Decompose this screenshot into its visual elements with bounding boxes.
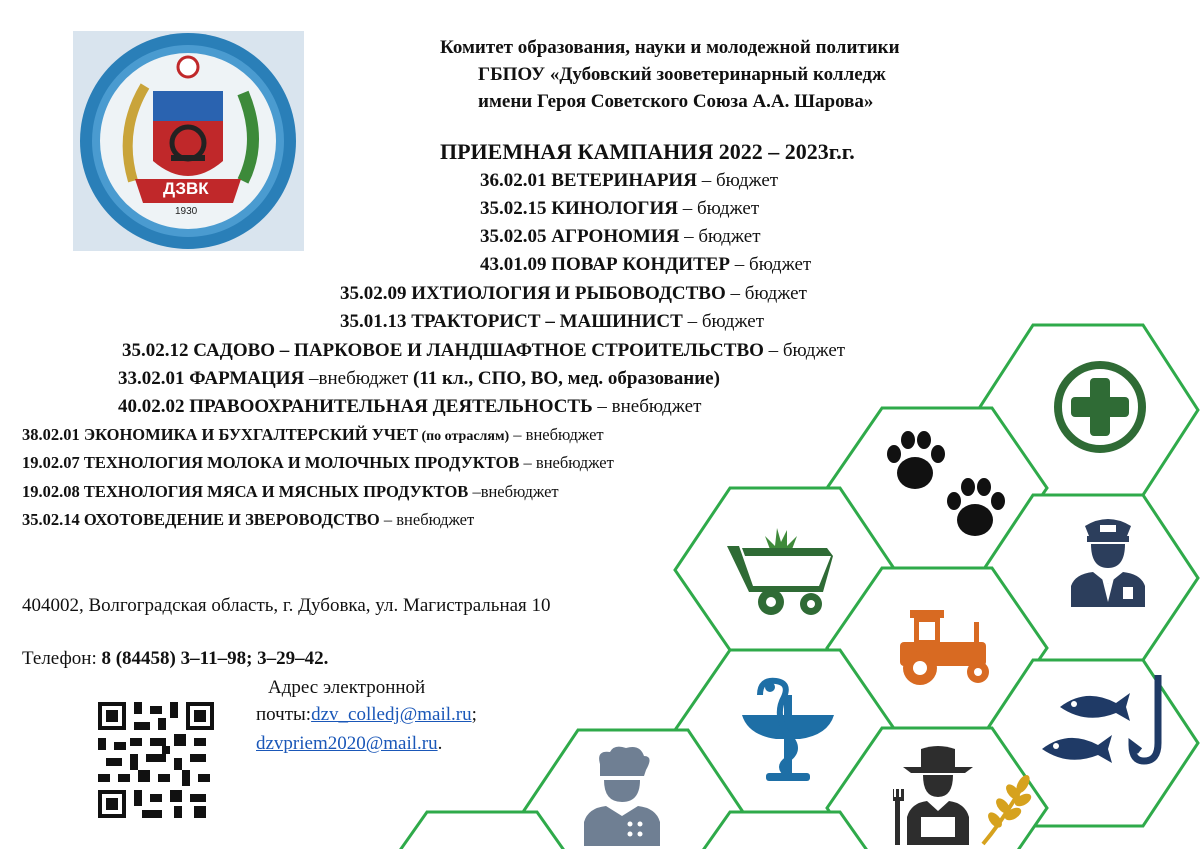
campaign-title: ПРИЕМНАЯ КАМПАНИЯ 2022 – 2023г.г. [440,139,855,164]
program-item: 19.02.08 ТЕХНОЛОГИЯ МЯСА И МЯСНЫХ ПРОДУКТОВ –внебюджет [22,482,559,501]
program-item: 35.02.05 АГРОНОМИЯ – бюджет [480,226,761,247]
program-item: 19.02.07 ТЕХНОЛОГИЯ МОЛОКА И МОЛОЧНЫХ ПРОДУКТОВ – внебюджет [22,453,614,472]
paw-prints-icon [880,428,1010,543]
email-link-2[interactable]: dzvpriem2020@mail.ru [256,733,438,754]
fish-hook-icon [1040,673,1170,773]
email-line-1: почты:dzv_colledj@mail.ru; [256,704,477,725]
program-item: 33.02.01 ФАРМАЦИЯ –внебюджет (11 кл., СПО, ВО, мед. образование) [118,368,720,389]
program-item: 35.02.09 ИХТИОЛОГИЯ И РЫБОВОДСТВО – бюджет [340,283,807,304]
program-item: 35.02.14 ОХОТОВЕДЕНИЕ И ЗВЕРОВОДСТВО – внебюджет [22,510,475,529]
police-officer-icon [1067,512,1149,607]
header-line-1: Комитет образования, науки и молодежной политики [440,37,900,58]
header-line-2: ГБПОУ «Дубовский зооветеринарный колледж [478,64,886,85]
phone-label: Телефон: [22,648,102,669]
wheat-icon [975,768,1035,846]
address: 404002, Волгоградская область, г. Дубовка, ул. Магистральная 10 [22,595,551,616]
tractor-icon [896,608,996,686]
program-item: 43.01.09 ПОВАР КОНДИТЕР – бюджет [480,254,812,275]
email-link-1[interactable]: dzv_colledj@mail.ru [311,704,472,725]
email-line-2: dzvpriem2020@mail.ru. [256,733,443,754]
program-item: 35.02.15 КИНОЛОГИЯ – бюджет [480,198,760,219]
program-item: 38.02.01 ЭКОНОМИКА И БУХГАЛТЕРСКИЙ УЧЕТ (по отраслям) – внебюджет [22,425,604,444]
program-item: 36.02.01 ВЕТЕРИНАРИЯ – бюджет [480,170,779,191]
medical-cross-icon [1053,360,1147,454]
phone-value: 8 (84458) 3–11–98; 3–29–42. [101,648,329,669]
logo-abbr: ДЗВК [163,179,209,198]
program-item: 35.02.12 САДОВО – ПАРКОВОЕ И ЛАНДШАФТНОЕ СТРОИТЕЛЬСТВО – бюджет [122,340,846,361]
program-item: 35.01.13 ТРАКТОРИСТ – МАШИНИСТ – бюджет [340,311,765,332]
header-line-3: имени Героя Советского Союза А.А. Шарова» [478,91,874,112]
wheelbarrow-plant-icon [727,520,835,618]
program-item: 40.02.02 ПРАВООХРАНИТЕЛЬНАЯ ДЕЯТЕЛЬНОСТЬ – внебюджет [118,396,702,417]
pharmacy-snake-icon [740,675,836,785]
email-label: Адрес электронной [268,677,426,698]
logo-year: 1930 [175,206,198,217]
farmer-icon [893,745,983,845]
chef-icon [582,746,662,846]
